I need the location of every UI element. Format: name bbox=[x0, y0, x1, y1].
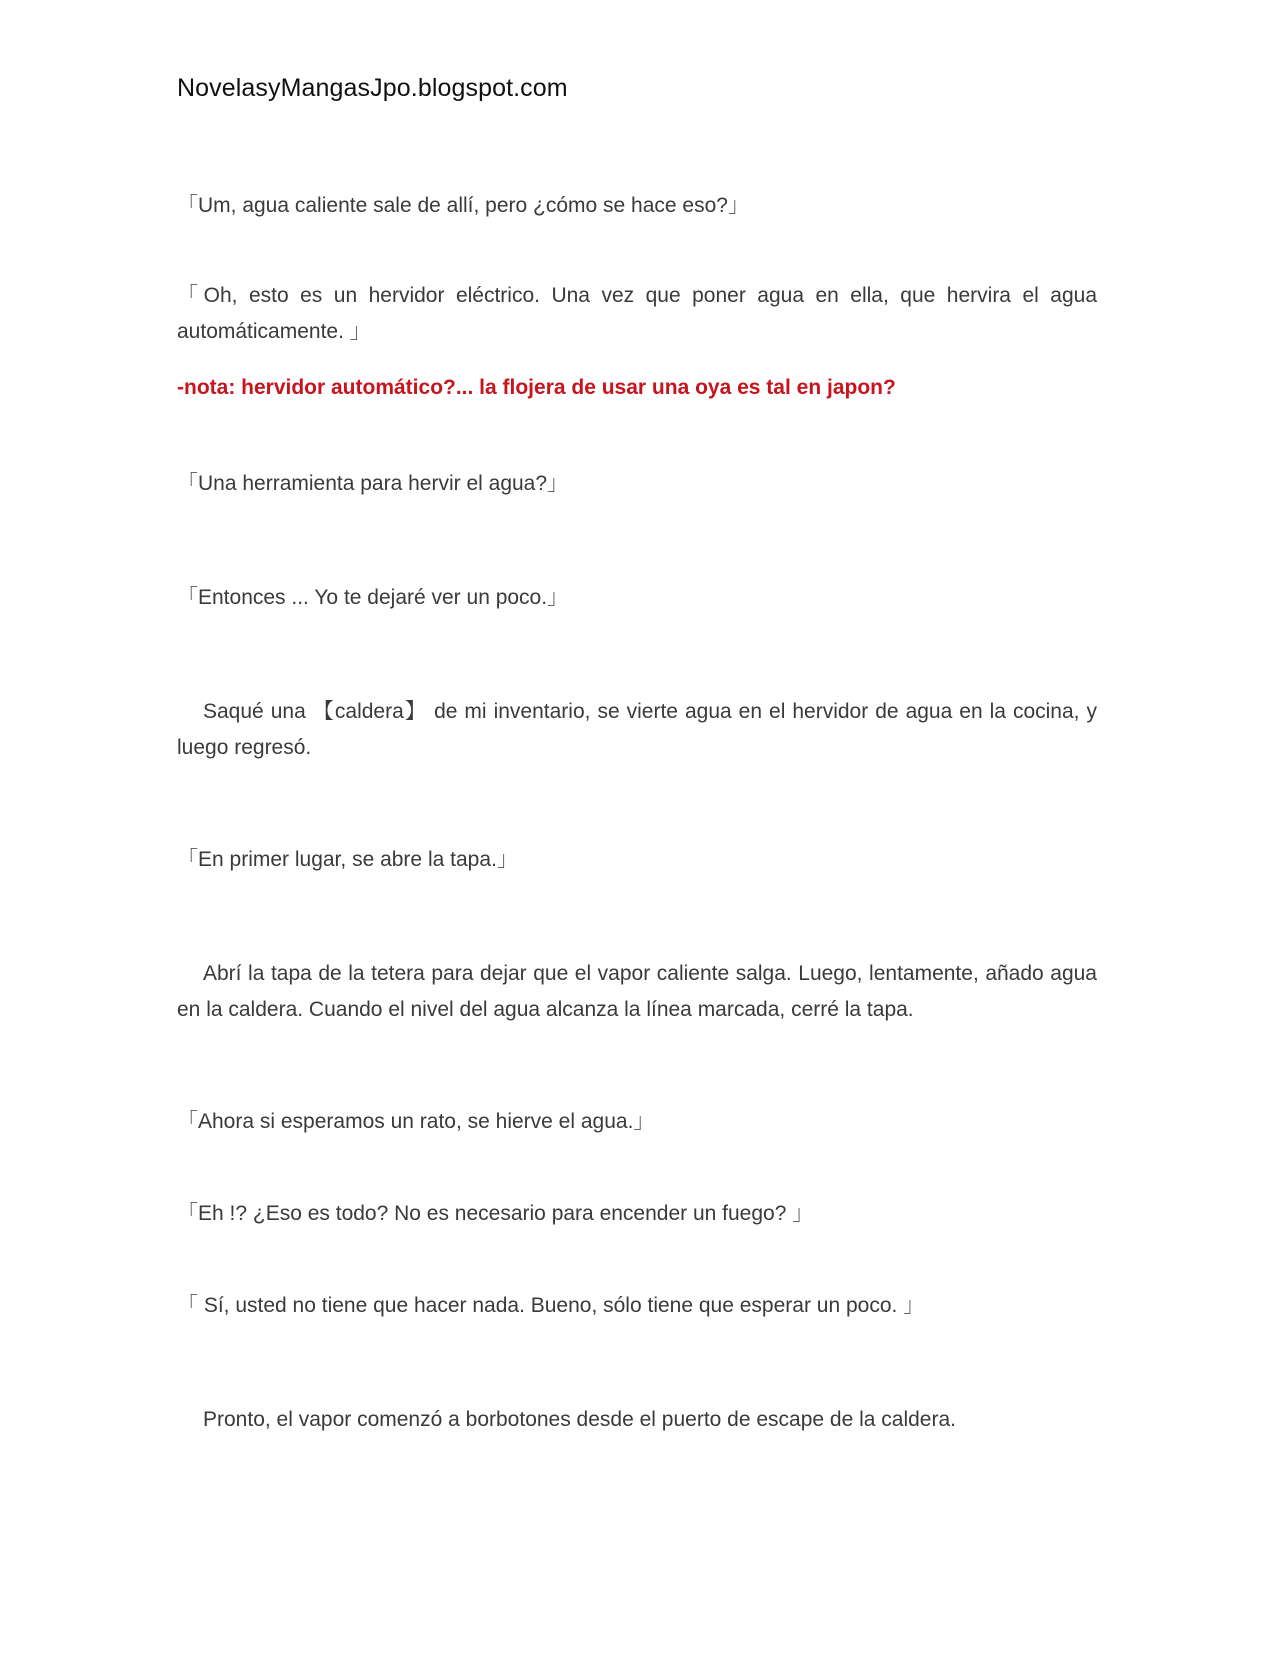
dialogue-line: 「Eh !? ¿Eso es todo? No es necesario para encender un fuego? 」 bbox=[177, 1202, 814, 1225]
narration-paragraph: Abrí la tapa de la tetera para dejar que el vapor caliente salga. Luego, lentamente, añado agua en la caldera. Cuando el nivel del agua alcanza la línea marcada, cerré la tapa. bbox=[177, 962, 1097, 1021]
site-header: NovelasyMangasJpo.blogspot.com bbox=[177, 74, 568, 102]
dialogue-line: 「Um, agua caliente sale de allí, pero ¿cómo se hace eso?」 bbox=[177, 194, 749, 217]
dialogue-line: 「En primer lugar, se abre la tapa.」 bbox=[177, 848, 518, 871]
dialogue-line: 「Entonces ... Yo te dejaré ver un poco.」 bbox=[177, 586, 569, 609]
narration-paragraph: Pronto, el vapor comenzó a borbotones desde el puerto de escape de la caldera. bbox=[203, 1408, 956, 1431]
dialogue-line: 「Una herramienta para hervir el agua?」 bbox=[177, 472, 569, 495]
dialogue-line: 「Oh, esto es un hervidor eléctrico. Una vez que poner agua en ella, que hervira el agua automáticamente. 」 bbox=[177, 284, 1097, 343]
dialogue-line: 「 Sí, usted no tiene que hacer nada. Bueno, sólo tiene que esperar un poco. 」 bbox=[177, 1294, 925, 1317]
translator-note: -nota: hervidor automático?... la flojera de usar una oya es tal en japon? bbox=[177, 376, 896, 399]
narration-paragraph: Saqué una 【caldera】 de mi inventario, se vierte agua en el hervidor de agua en la cocina, y luego regresó. bbox=[177, 700, 1097, 759]
dialogue-line: 「Ahora si esperamos un rato, se hierve el agua.」 bbox=[177, 1110, 655, 1133]
